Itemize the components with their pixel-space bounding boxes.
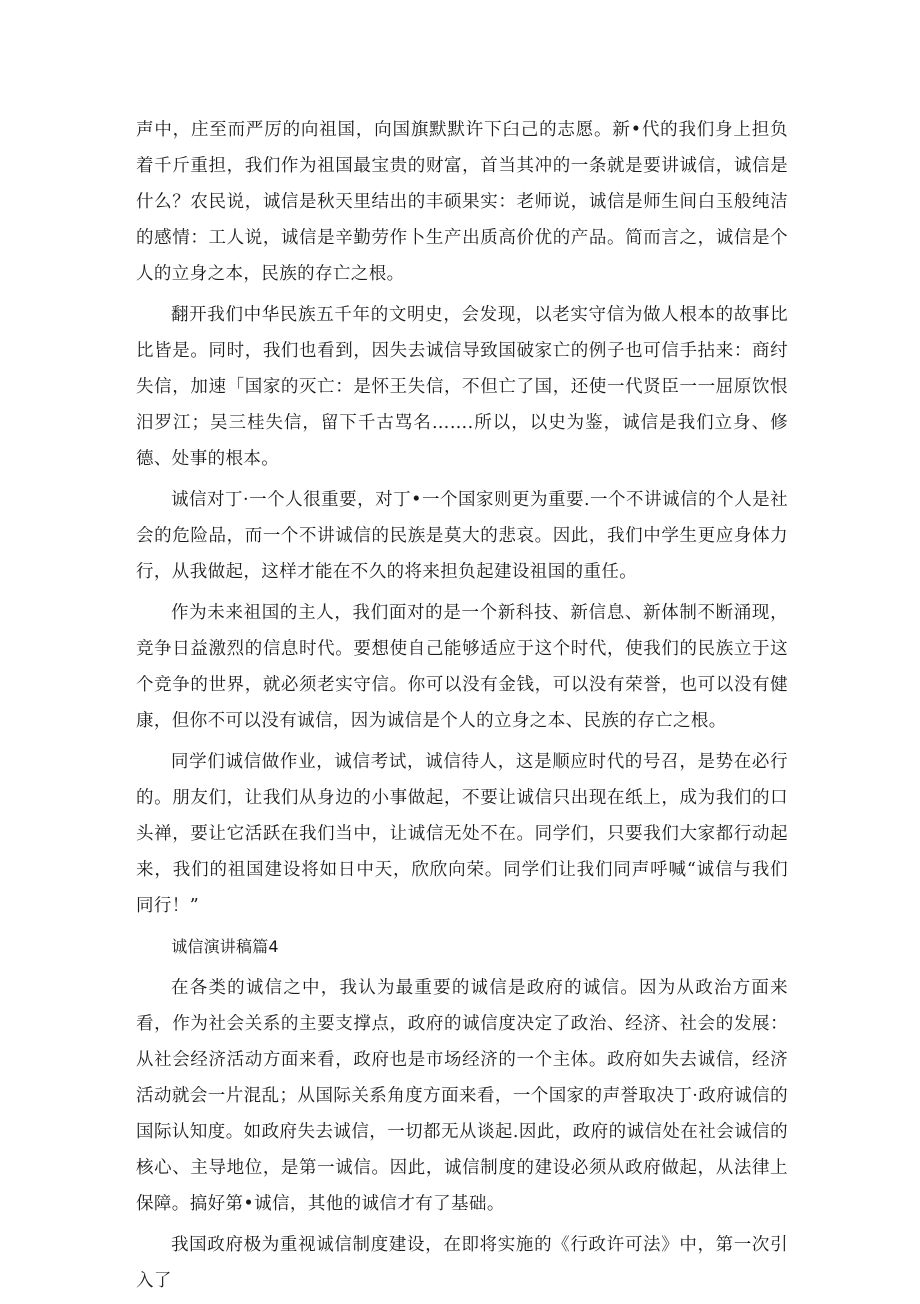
paragraph-2: 翻开我们中华民族五千年的文明史，会发现，以老实守信为做人根本的故事比比皆是。同时，我们也看到，因失去诚信导致国破家亡的例子也可信手拈来：商纣失信，加速「国家的灭亡：是怀王失信，不但亡了国，还使一代贤臣一一屈原饮恨汨罗江；吴三桂失信，留下千古骂名…….所以，以史为鉴，诚信是我们立身、修德、处事的根本。 <box>136 305 788 469</box>
paragraph-5: 同学们诚信做作业，诚信考试，诚信待人，这是顺应时代的号召，是势在必行的。朋友们，让我们从身边的小事做起，不要让诚信只出现在纸上，成为我们的口头禅，要让它活跃在我们当中，让诚信无处不在。同学们，只要我们大家都行动起来，我们的祖国建设将如日中天，欣欣向荣。同学们让我们同声呼喊“诚信与我们同行！” <box>136 752 788 916</box>
document-page <box>136 112 788 1304</box>
paragraph-7: 我国政府极为重视诚信制度建设，在即将实施的《行政许可法》中，第一次引入了 <box>136 1235 788 1291</box>
section-heading: 诚信演讲稿篇4 <box>171 937 279 956</box>
paragraph-4: 作为未来祖国的主人，我们面对的是一个新科技、新信息、新体制不断涌现，竞争日益激烈的信息时代。要想使自己能够适应于这个时代，使我们的民族立于这个竞争的世界，就必须老实守信。你可以没有金钱，可以没有荣誉，也可以没有健康，但你不可以没有诚信，因为诚信是个人的立身之本、民族的存亡之根。 <box>136 603 788 731</box>
paragraph-6: 在各类的诚信之中，我认为最重要的诚信是政府的诚信。因为从政治方面来看，作为社会关系的主要支撑点，政府的诚信度决定了政治、经济、社会的发展：从社会经济活动方面来看，政府也是市场经济的一个主体。政府如失去诚信，经济活动就会一片混乱；从国际关系角度方面来看，一个国家的声誉取决丁·政府诚信的国际认知度。如政府失去诚信，一切都无从谈起.因此，政府的诚信处在社会诚信的核心、主导地位，是第一诚信。因此，诚信制度的建设必须从政府做起，从法律上保障。搞好第•诚信，其他的诚信才有了基础。 <box>136 978 788 1214</box>
paragraph-3: 诚信对丁·一个人很重要，对丁•一个国家则更为重要.一个不讲诚信的个人是社会的危险品，而一个不讲诚信的民族是莫大的悲哀。因此，我们中学生更应身体力行，从我做起，这样才能在不久的将来担负起建设祖国的重任。 <box>136 490 788 582</box>
paragraph-1: 声中，庄至而严厉的向祖国，向国旗默默许下臼己的志愿。新•代的我们身上担负着千斤重担，我们作为祖国最宝贵的财富，首当其冲的一条就是要讲诚信，诚信是什么？农民说，诚信是秋天里结出的丰硕果实：老师说，诚信是师生间白玉般纯洁的感情：工人说，诚信是辛勤劳作卜生产出质高价优的产品。简而言之，诚信是个人的立身之本，民族的存亡之根。 <box>136 120 788 284</box>
